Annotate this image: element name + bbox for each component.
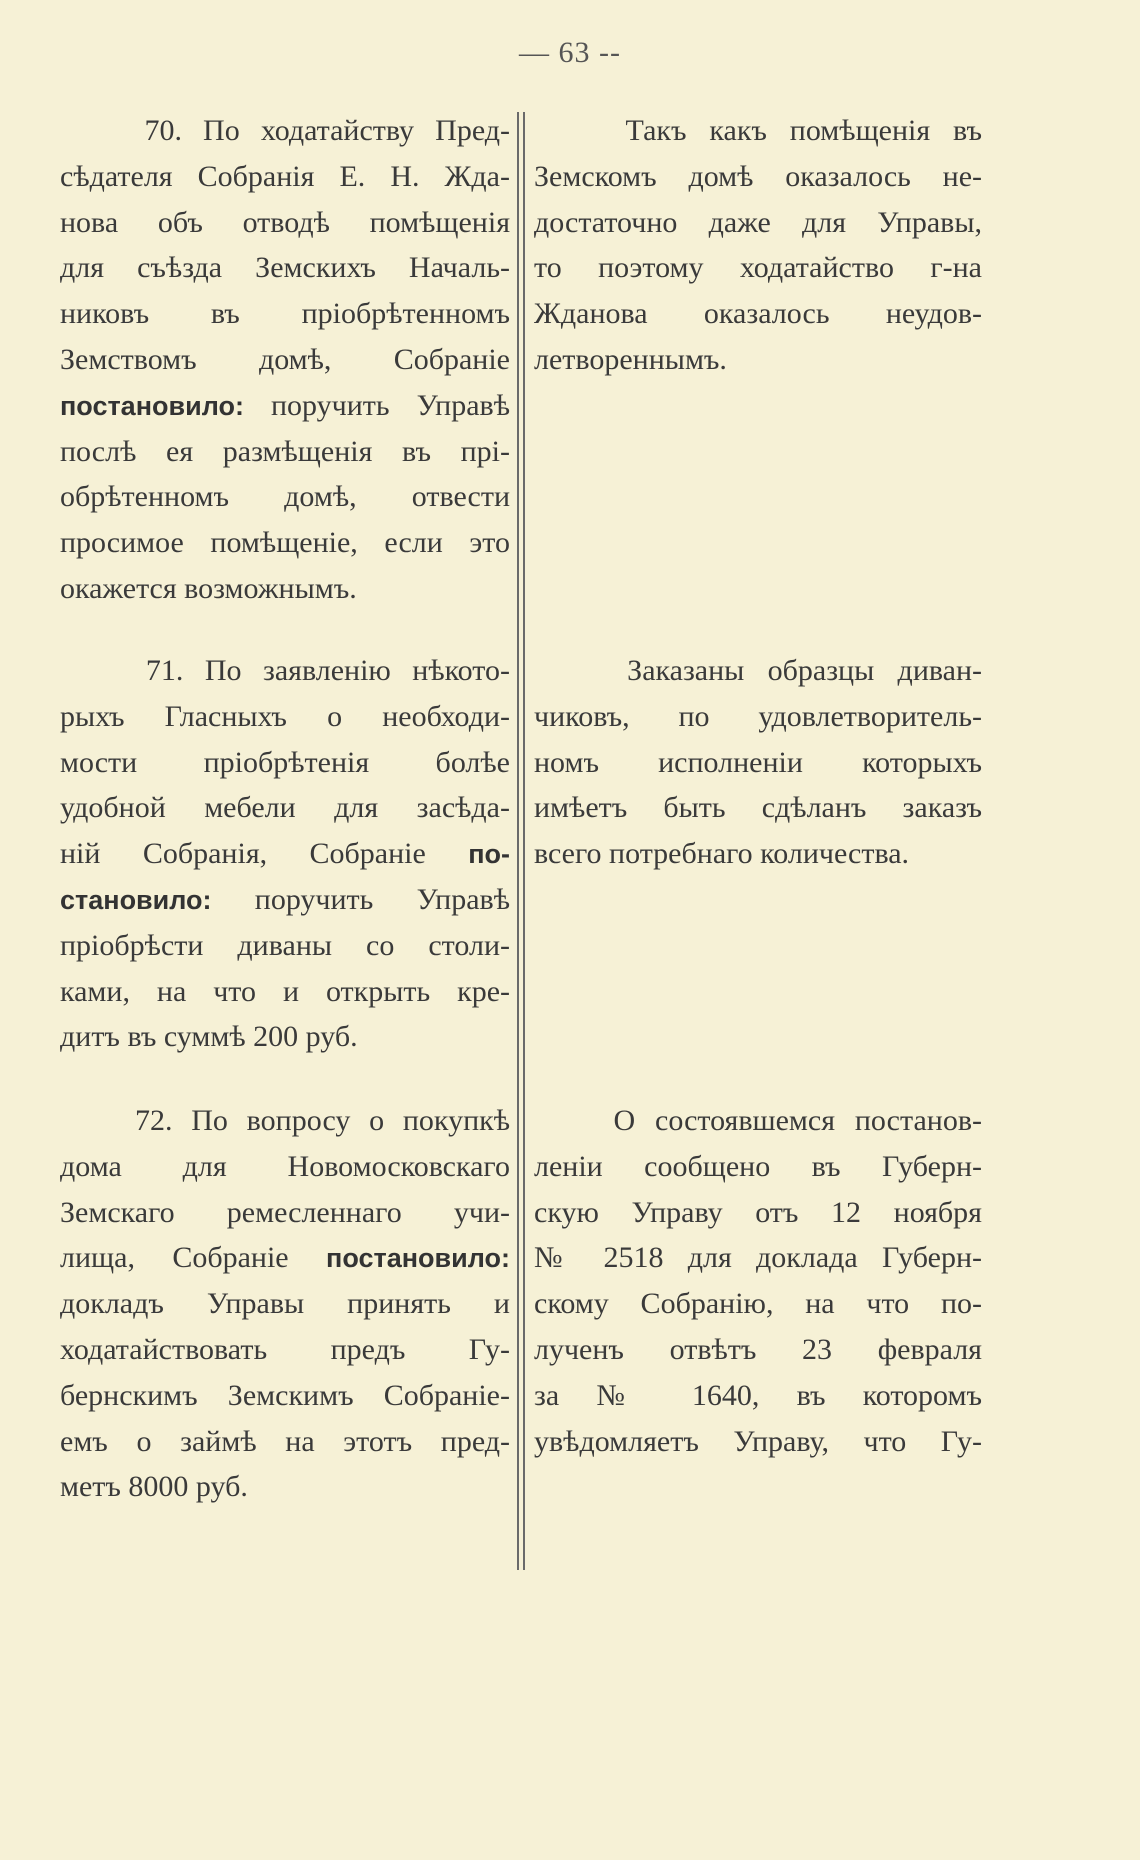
text-line (534, 337, 982, 383)
text-line (60, 1464, 510, 1510)
text-run: скому Собранію, на что по- (534, 1287, 982, 1321)
text-line (534, 831, 982, 877)
text-run: за № 1640, въ которомъ (534, 1378, 982, 1412)
text-run: Жданова оказалось неудов- (534, 297, 982, 331)
text-line (534, 694, 982, 740)
column-divider-left-rule (517, 112, 519, 1570)
resolution-keyword: постановило: (60, 390, 244, 421)
paragraph-71-resolution (60, 648, 510, 1060)
text-line (60, 200, 510, 246)
text-line (534, 740, 982, 786)
text-line (60, 245, 510, 291)
text-line (534, 785, 982, 831)
paragraph-70-outcome (534, 108, 982, 383)
text-run: метъ 8000 руб. (60, 1470, 248, 1504)
text-line (534, 1235, 982, 1281)
text-run: ній Собранія, Собраніе (60, 837, 469, 871)
text-line (60, 969, 510, 1015)
text-line (60, 1144, 510, 1190)
text-run: скую Управу отъ 12 ноября (534, 1195, 982, 1229)
text-line (60, 648, 510, 694)
text-run: докладъ Управы принять и (60, 1287, 510, 1321)
text-run: поручить Управѣ (243, 388, 510, 422)
text-line (534, 1190, 982, 1236)
page-number: — 63 -- (519, 36, 621, 69)
text-line (60, 1419, 510, 1465)
text-line (60, 291, 510, 337)
text-run: бернскимъ Земскимъ Собраніе- (60, 1378, 510, 1412)
text-run: удобной мебели для засѣда- (60, 791, 510, 825)
text-run: 70. По ходатайству Пред- (60, 114, 510, 147)
text-line (60, 520, 510, 566)
text-line (60, 566, 510, 612)
text-run: леніи сообщено въ Губерн- (534, 1149, 982, 1183)
text-run: то поэтому ходатайство г-на (534, 251, 982, 285)
text-line (534, 1373, 982, 1419)
text-run: емъ о займѣ на этотъ пред- (60, 1424, 510, 1458)
text-line (60, 877, 510, 923)
text-run: чиковъ, по удовлетворитель- (534, 699, 982, 733)
text-line (534, 1281, 982, 1327)
text-run: достаточно даже для Управы, (534, 205, 982, 239)
text-run: просимое помѣщеніе, если это (60, 526, 510, 560)
text-run: пріобрѣсти диваны со столи- (60, 928, 510, 962)
text-line (60, 1014, 510, 1060)
text-run: обрѣтенномъ домѣ, отвести (60, 480, 510, 514)
text-run: увѣдомляетъ Управу, что Гу- (534, 1424, 982, 1458)
column-divider-right-rule (523, 112, 525, 1570)
text-line (534, 245, 982, 291)
text-run: для съѣзда Земскихъ Началь- (60, 251, 510, 285)
text-line (60, 694, 510, 740)
text-run: Земскаго ремесленнаго учи- (60, 1195, 510, 1229)
text-run: лученъ отвѣтъ 23 февраля (534, 1332, 982, 1366)
text-line (534, 108, 982, 154)
text-line (60, 1281, 510, 1327)
text-run: рыхъ Гласныхъ о необходи- (60, 699, 510, 733)
paragraph-70-resolution (60, 108, 510, 612)
text-run: Такъ какъ помѣщенія въ (534, 114, 982, 147)
resolution-keyword: по- (468, 839, 510, 870)
resolution-keyword: становило: (60, 884, 212, 915)
text-line (60, 383, 510, 429)
text-line (534, 291, 982, 337)
text-run: 72. По вопросу о покупкѣ (60, 1104, 510, 1137)
paragraph-72-resolution (60, 1098, 510, 1510)
paragraph-71-outcome (534, 648, 982, 877)
text-run: никовъ въ пріобрѣтенномъ (60, 297, 510, 331)
text-line (60, 337, 510, 383)
text-line (534, 648, 982, 694)
text-line (60, 831, 510, 877)
text-line (534, 1419, 982, 1465)
text-run: О состоявшемся постанов- (534, 1104, 982, 1137)
text-line (534, 1144, 982, 1190)
text-line (60, 1327, 510, 1373)
text-run: ками, на что и открыть кре- (60, 974, 510, 1008)
text-line (60, 474, 510, 520)
text-line (60, 923, 510, 969)
text-line (534, 154, 982, 200)
resolution-keyword: постановило: (326, 1243, 510, 1274)
text-run: нова объ отводѣ помѣщенія (60, 205, 510, 239)
text-run: послѣ ея размѣщенія въ прі- (60, 434, 510, 468)
text-line (534, 200, 982, 246)
text-run: номъ исполненіи которыхъ (534, 745, 982, 779)
text-run: 71. По заявленію нѣкото- (60, 654, 510, 687)
text-run: № 2518 для доклада Губерн- (534, 1241, 982, 1275)
text-line (60, 108, 510, 154)
text-run: всего потребнаго количества. (534, 837, 910, 871)
text-line (60, 1373, 510, 1419)
text-line (534, 1327, 982, 1373)
text-run: дитъ въ суммѣ 200 руб. (60, 1020, 358, 1054)
paragraph-72-outcome (534, 1098, 982, 1464)
text-run: мости пріобрѣтенія болѣе (60, 745, 510, 779)
text-line (60, 429, 510, 475)
text-run: Заказаны образцы диван- (534, 654, 982, 687)
text-run: Земствомъ домѣ, Собраніе (60, 342, 510, 376)
text-line (60, 1098, 510, 1144)
text-run: сѣдателя Собранія Е. Н. Жда- (60, 159, 510, 193)
text-run: дома для Новомосковскаго (60, 1149, 510, 1183)
text-run: имѣетъ быть сдѣланъ заказъ (534, 791, 982, 825)
text-run: ходатайствовать предъ Гу- (60, 1332, 510, 1366)
text-line (60, 154, 510, 200)
text-line (60, 1190, 510, 1236)
text-run: лища, Собраніе (60, 1241, 327, 1275)
text-run: окажется возможнымъ. (60, 571, 357, 605)
text-run: поручить Управѣ (211, 882, 510, 916)
text-run: Земскомъ домѣ оказалось не- (534, 159, 982, 193)
text-line (60, 740, 510, 786)
text-line (534, 1098, 982, 1144)
text-run: летвореннымъ. (534, 342, 727, 376)
text-line (60, 785, 510, 831)
text-line (60, 1235, 510, 1281)
